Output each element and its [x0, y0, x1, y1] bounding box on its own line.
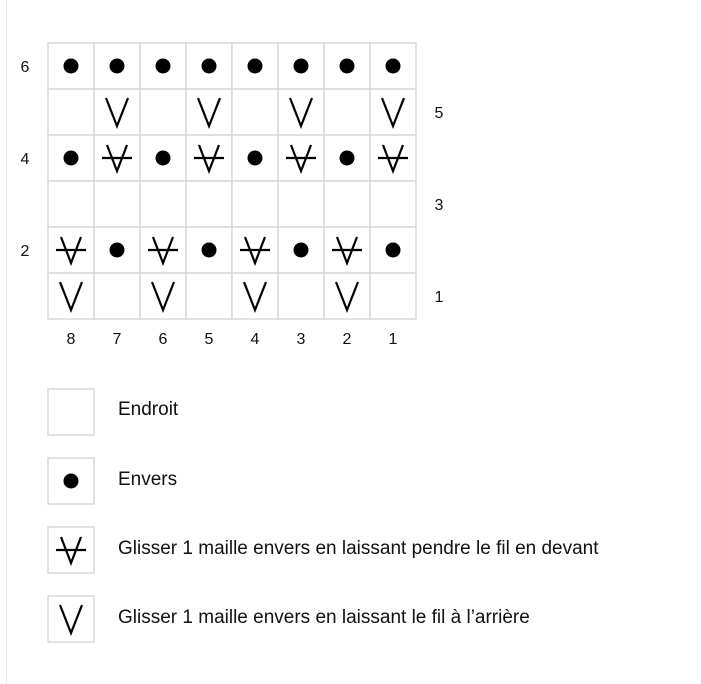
chart-cell-r2-c1	[48, 89, 94, 135]
column-label: 8	[66, 331, 76, 348]
column-label: 6	[158, 331, 168, 348]
chart-cell-r6-c6	[278, 273, 324, 319]
column-label: 2	[342, 331, 352, 348]
chart-cell-r4-c6	[278, 181, 324, 227]
chart-cell-r2-c7	[324, 89, 370, 135]
chart-cell-r1-c7-purl-dot	[340, 59, 355, 74]
chart-cell-r1-c3-purl-dot	[156, 59, 171, 74]
chart-cell-r1-c8-purl-dot	[386, 59, 401, 74]
row-label-left: 6	[20, 59, 30, 76]
legend-label-slip-back: Glisser 1 maille envers en laissant le fil à l’arrière	[118, 607, 530, 628]
chart-cell-r5-c4-purl-dot	[202, 243, 217, 258]
legend-box-knit	[48, 389, 94, 435]
legend-symbol-purl-dot	[64, 474, 79, 489]
chart-cell-r2-c3	[140, 89, 186, 135]
column-label: 7	[112, 331, 122, 348]
column-label: 4	[250, 331, 260, 348]
row-label-right: 5	[434, 105, 444, 122]
chart-cell-r3-c7-purl-dot	[340, 151, 355, 166]
chart-cell-r4-c2	[94, 181, 140, 227]
chart-cell-r4-c5	[232, 181, 278, 227]
chart-cell-r4-c4	[186, 181, 232, 227]
row-label-right: 3	[434, 197, 444, 214]
chart-cell-r4-c7	[324, 181, 370, 227]
chart-cell-r3-c3-purl-dot	[156, 151, 171, 166]
chart-cell-r1-c6-purl-dot	[294, 59, 309, 74]
row-label-right: 1	[434, 289, 444, 306]
legend-label-knit: Endroit	[118, 399, 179, 420]
chart-cell-r1-c1-purl-dot	[64, 59, 79, 74]
chart-cell-r1-c4-purl-dot	[202, 59, 217, 74]
column-label: 3	[296, 331, 306, 348]
chart-cell-r5-c8-purl-dot	[386, 243, 401, 258]
chart-cell-r6-c4	[186, 273, 232, 319]
legend-label-purl: Envers	[118, 469, 178, 490]
row-label-left: 4	[20, 151, 30, 168]
chart-cell-r3-c5-purl-dot	[248, 151, 263, 166]
chart-cell-r4-c8	[370, 181, 416, 227]
chart-cell-r1-c5-purl-dot	[248, 59, 263, 74]
column-label: 5	[204, 331, 214, 348]
row-label-left: 2	[20, 243, 30, 260]
column-label: 1	[388, 331, 398, 348]
chart-cell-r5-c2-purl-dot	[110, 243, 125, 258]
chart-cell-r4-c1	[48, 181, 94, 227]
chart-cell-r5-c6-purl-dot	[294, 243, 309, 258]
chart-cell-r6-c8	[370, 273, 416, 319]
legend-label-slip-front: Glisser 1 maille envers en laissant pendre le fil en devant	[118, 538, 599, 559]
chart-cell-r3-c1-purl-dot	[64, 151, 79, 166]
chart-cell-r4-c3	[140, 181, 186, 227]
chart-cell-r6-c2	[94, 273, 140, 319]
chart-cell-r1-c2-purl-dot	[110, 59, 125, 74]
chart-cell-r2-c5	[232, 89, 278, 135]
